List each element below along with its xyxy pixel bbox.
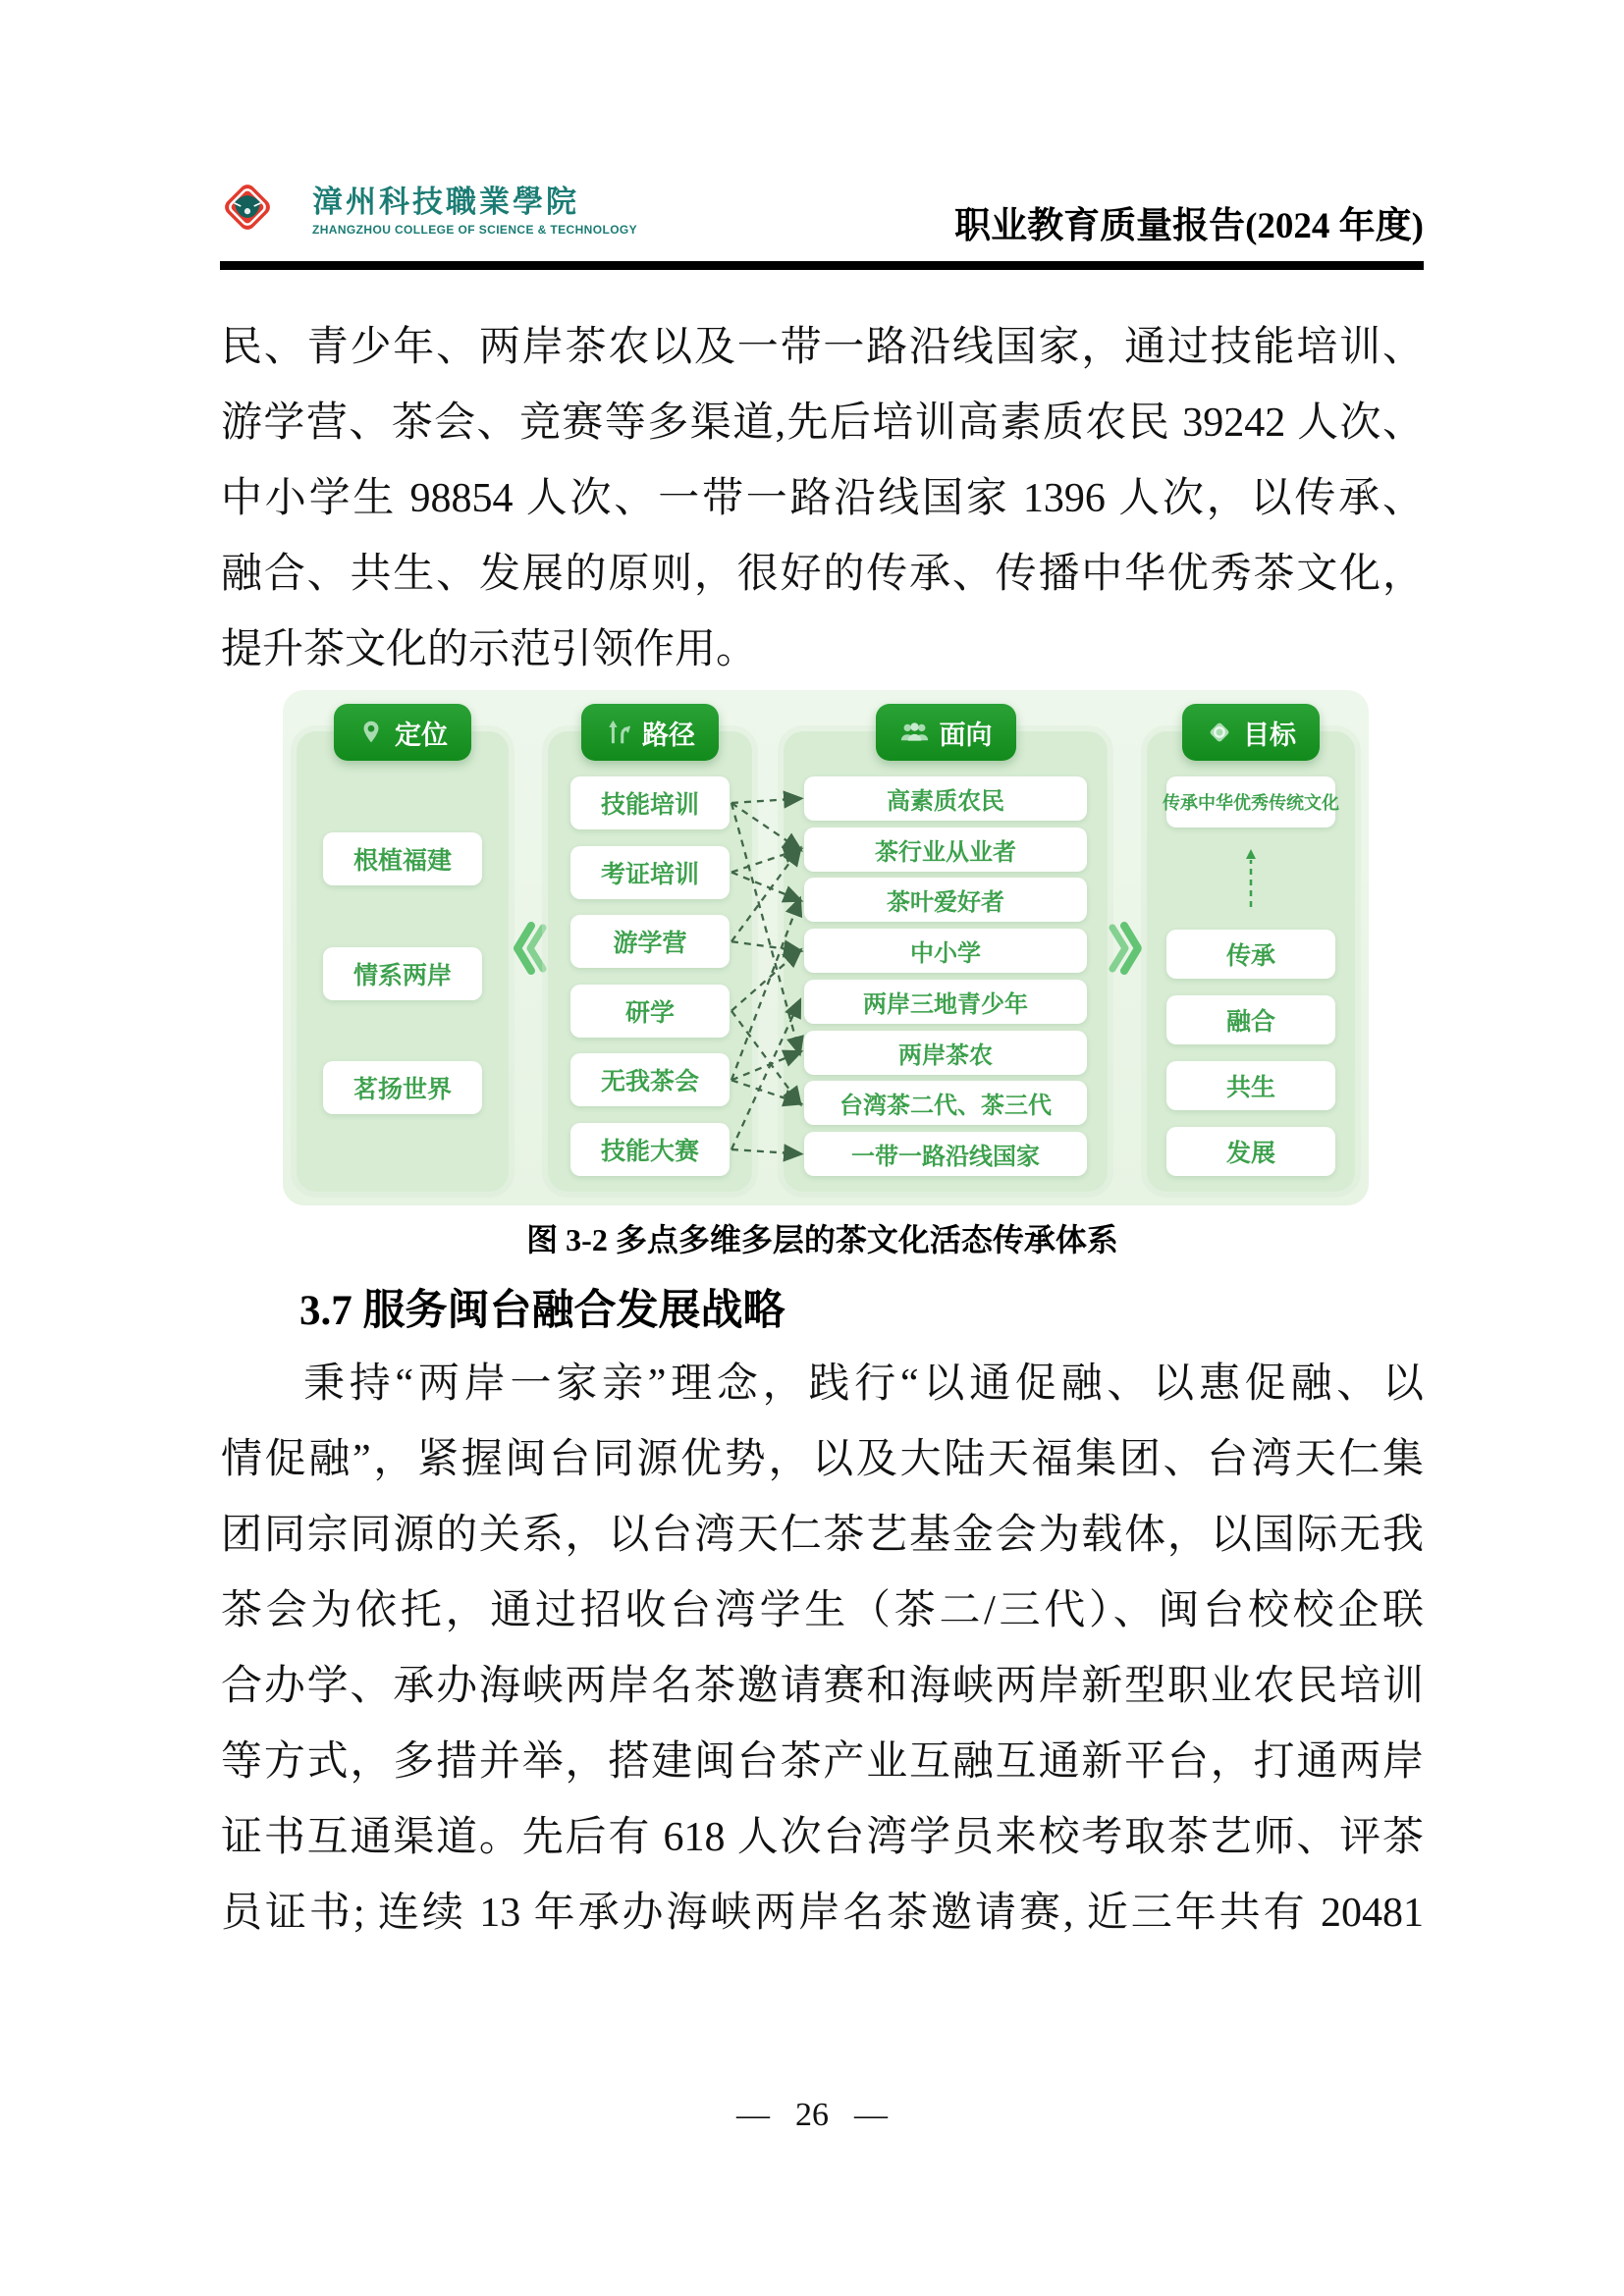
report-title: 职业教育质量报告(2024 年度): [954, 206, 1424, 246]
school-name-english: ZHANGZHOU COLLEGE OF SCIENCE & TECHNOLOGY: [312, 223, 638, 237]
target-icon: [1206, 719, 1233, 746]
diagram-item: 茶行业从业者: [804, 828, 1087, 872]
column-panel-audience: [784, 731, 1108, 1192]
diagram-column-goal: [1147, 704, 1355, 1192]
diagram-item: 游学营: [570, 915, 730, 968]
pin-icon: [357, 719, 385, 746]
diagram-item: 无我茶会: [570, 1053, 730, 1106]
column-title-goal: 目标: [1243, 720, 1296, 750]
double-chevron-right-icon: [1108, 704, 1147, 1192]
diagram-item: 台湾茶二代、茶三代: [804, 1081, 1087, 1125]
column-title-audience: 面向: [939, 720, 993, 750]
paragraph-line: 证书互通渠道。先后有 618 人次台湾学员来校考取茶艺师、评茶: [221, 1815, 1424, 1860]
diagram-item: 情系两岸: [323, 947, 481, 1000]
school-name-block: [312, 186, 637, 237]
header-rule: [220, 261, 1424, 270]
paragraph-line: 秉持“两岸一家亲”理念，践行“以通促融、以惠促融、以: [303, 1362, 1424, 1407]
diagram-column-positioning: [297, 704, 509, 1192]
column-header-positioning: [334, 704, 471, 761]
diagram-item: 考证培训: [570, 846, 730, 899]
paragraph-line: 等方式，多措并举，搭建闽台茶产业互融互通新平台，打通两岸: [221, 1739, 1424, 1785]
diagram-column-path: [548, 704, 752, 1192]
diagram-item: 两岸茶农: [804, 1031, 1087, 1075]
route-icon: [605, 719, 632, 746]
section-heading: 3.7 服务闽台融合发展战略: [299, 1288, 785, 1334]
paragraph-line: 员证书; 连续 13 年承办海峡两岸名茶邀请赛, 近三年共有 20481: [221, 1891, 1424, 1936]
paragraph-line: 提升茶文化的示范引领作用。: [221, 627, 758, 672]
column-header-goal: [1182, 704, 1320, 761]
paragraph-1: [221, 310, 1424, 688]
paragraph-line: 民、青少年、两岸茶农以及一带一路沿线国家，通过技能培训、: [221, 325, 1424, 370]
diagram-item: 根植福建: [323, 832, 481, 885]
diagram-item: 发展: [1166, 1127, 1336, 1176]
diagram-item: 一带一路沿线国家: [804, 1132, 1087, 1176]
diagram-item: 技能大赛: [570, 1123, 730, 1176]
paragraph-line: 情促融”，紧握闽台同源优势，以及大陆天福集团、台湾天仁集: [221, 1437, 1424, 1482]
dashed-up-arrow-icon: [1244, 848, 1258, 909]
page-footer: [0, 2097, 1624, 2134]
paragraph-line: 茶会为依托，通过招收台湾学生（茶二/三代）、闽台校校企联: [221, 1588, 1424, 1633]
school-name-chinese: 漳州科技職業學院: [312, 185, 579, 219]
column-panel-positioning: [297, 731, 509, 1192]
column-panel-goal: [1147, 731, 1355, 1192]
school-logo: [218, 178, 277, 237]
diagram-item: 高素质农民: [804, 776, 1087, 821]
page-number: 26: [795, 2097, 829, 2133]
double-chevron-left-icon: [509, 704, 548, 1192]
diagram-item: 研学: [570, 985, 730, 1038]
people-icon: [899, 721, 930, 744]
column-title-positioning: 定位: [395, 720, 448, 750]
diagram-item: 共生: [1166, 1061, 1336, 1110]
diagram-item: 传承中华优秀传统文化: [1166, 776, 1336, 828]
diagram-item: 茗扬世界: [323, 1061, 481, 1114]
figure-3-2-diagram: [283, 690, 1369, 1205]
diagram-item: 融合: [1166, 995, 1336, 1044]
diagram-item: 中小学: [804, 929, 1087, 973]
column-title-path: 路径: [642, 720, 695, 750]
diagram-column-audience: [784, 704, 1108, 1192]
column-header-path: [581, 704, 719, 761]
diagram-item: 技能培训: [570, 776, 730, 829]
diagram-item: 两岸三地青少年: [804, 980, 1087, 1024]
footer-dash-left: —: [736, 2097, 770, 2133]
diagram-columns-row: [297, 704, 1355, 1192]
diagram-item: 茶叶爱好者: [804, 878, 1087, 922]
paragraph-2: [221, 1347, 1424, 1951]
column-panel-path: [548, 731, 752, 1192]
diagram-item: 传承: [1166, 930, 1336, 979]
column-header-audience: [876, 704, 1016, 761]
bull-emblem-icon: [218, 178, 277, 237]
paragraph-line: 中小学生 98854 人次、一带一路沿线国家 1396 人次，以传承、: [221, 476, 1424, 521]
paragraph-line: 游学营、茶会、竞赛等多渠道,先后培训高素质农民 39242 人次、: [221, 400, 1424, 446]
footer-dash-right: —: [854, 2097, 888, 2133]
paragraph-line: 合办学、承办海峡两岸名茶邀请赛和海峡两岸新型职业农民培训: [221, 1664, 1424, 1709]
paragraph-line: 团同宗同源的关系，以台湾天仁茶艺基金会为载体，以国际无我: [221, 1513, 1424, 1558]
figure-caption: 图 3-2 多点多维多层的茶文化活态传承体系: [526, 1222, 1118, 1257]
paragraph-line: 融合、共生、发展的原则，很好的传承、传播中华优秀茶文化，: [221, 552, 1424, 597]
